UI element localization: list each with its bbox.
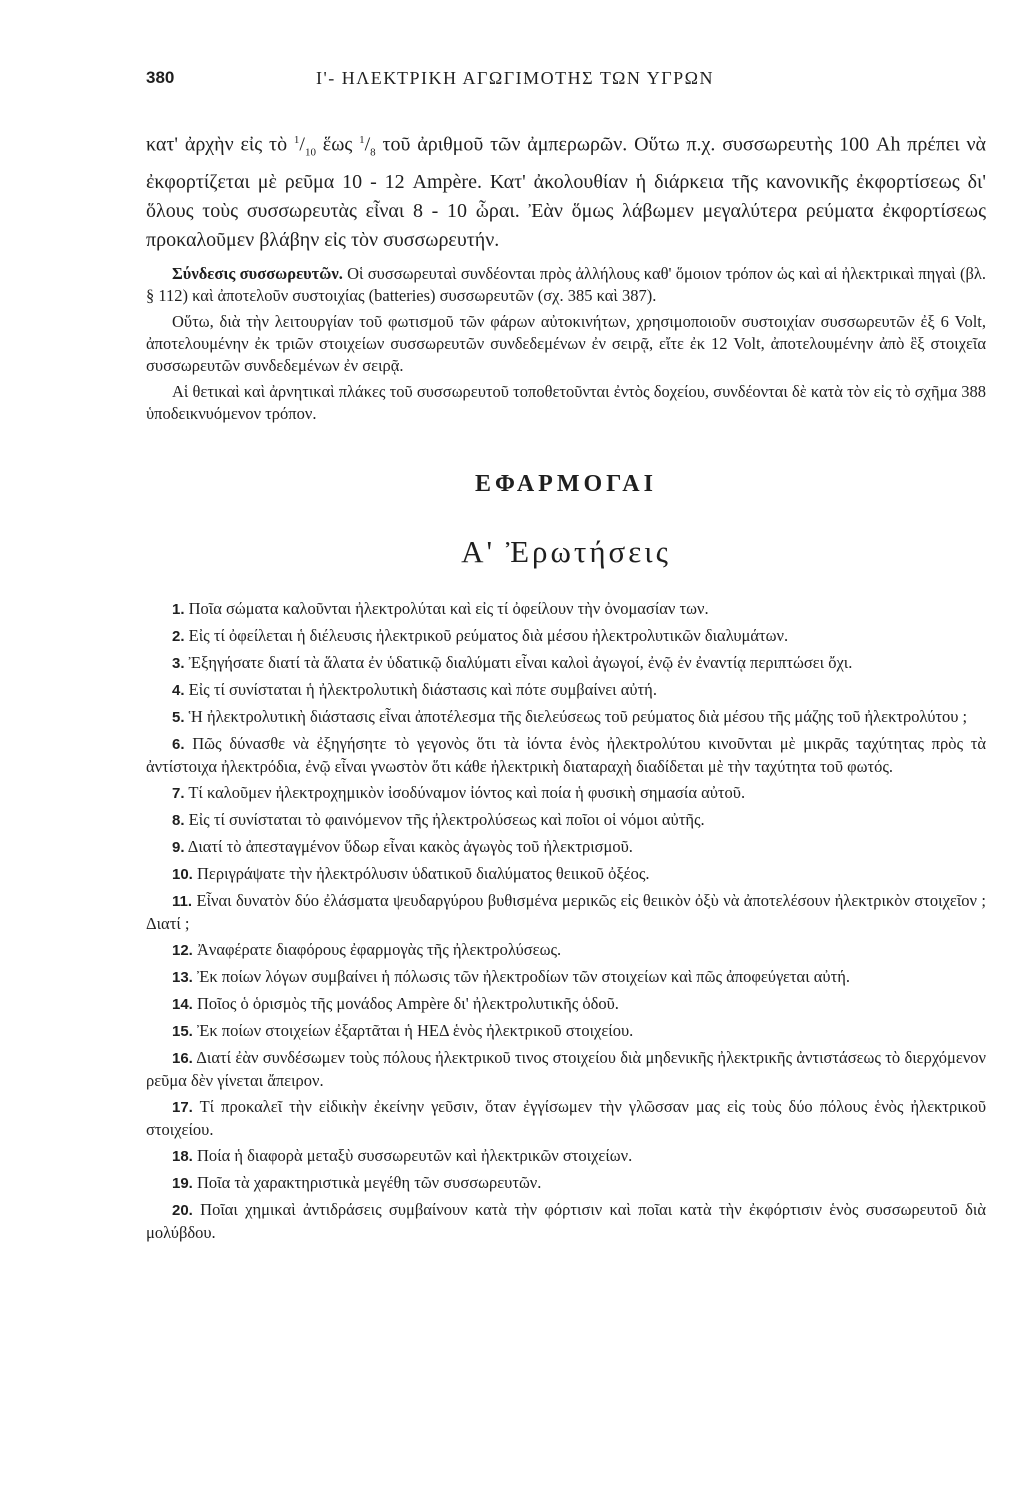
question-item [146, 652, 986, 675]
question-item [146, 939, 986, 962]
question-number: 17. [172, 1098, 193, 1116]
question-number: 7. [172, 784, 185, 802]
question-number: 6. [172, 735, 185, 753]
question-text: Εἰς τί συνίσταται τὸ φαινόμενον τῆς ἠλεκτρολύσεως καὶ ποῖοι οἱ νόμοι αὐτῆς. [188, 809, 705, 829]
question-text: Ἡ ἠλεκτρολυτικὴ διάστασις εἶναι ἀποτέλεσμα τῆς διελεύσεως τοῦ ρεύματος διὰ μέσου τῆς μάζης τοῦ ἠλεκτρολύτου ; [188, 706, 968, 726]
question-number: 12. [172, 941, 193, 959]
question-text: Ἀναφέρατε διαφόρους ἐφαρμογὰς τῆς ἠλεκτρολύσεως. [196, 939, 562, 959]
question-text: Διατί ἐὰν συνδέσωμεν τοὺς πόλους ἠλεκτρικοῦ τινος στοιχείου διὰ μηδενικῆς ἠλεκτρικῆς ἀντιστάσεως τὸ διερχόμενον ρεῦμα δὲν γίνεται ἄπειρον. [146, 1047, 986, 1090]
fraction-1-numerator: 1 [293, 134, 300, 146]
question-item [146, 1047, 986, 1092]
question-number: 11. [172, 892, 193, 910]
fraction-2-numerator: 1 [359, 134, 365, 146]
question-number: 14. [172, 995, 193, 1013]
question-number: 15. [172, 1022, 193, 1040]
intro-text-c: τοῦ ἀριθμοῦ τῶν ἀμπερωρῶν. Οὕτω π.χ. συσσωρευτὴς 100 Ah πρέπει νὰ ἐκφορτίζεται μὲ ρεῦμα 10 - 12 Ampère. Κατ' ἀκολουθίαν ἡ διάρκεια τῆς κανονικῆς ἐκφορτίσεως δι' ὅλους τοὺς συσσωρευτὰς εἶναι 8 - 10 ὧραι. Ἐὰν ὅμως λάβωμεν μεγαλύτερα ρεύματα ἐκφορτίσεως προκαλοῦμεν βλάβην εἰς τὸν συσσωρευτήν. [146, 133, 986, 251]
intro-paragraph-2 [146, 263, 986, 307]
fraction-2-denominator: 8 [370, 146, 376, 159]
question-number: 16. [172, 1049, 193, 1067]
question-item [146, 679, 986, 702]
section-title: ΕΦΑΡΜΟΓΑΙ [475, 470, 657, 497]
question-number: 10. [172, 865, 193, 883]
question-item [146, 993, 986, 1016]
page-body [146, 126, 986, 1248]
page-number: 380 [146, 68, 175, 87]
question-number: 8. [172, 811, 185, 829]
question-item [146, 863, 986, 886]
question-item [146, 809, 986, 832]
question-text: Εἰς τί συνίσταται ἡ ἠλεκτρολυτικὴ διάστασις καὶ πότε συμβαίνει αὐτή. [188, 679, 657, 699]
question-text: Ποῖα τὰ χαρακτηριστικὰ μεγέθη τῶν συσσωρευτῶν. [196, 1172, 542, 1192]
question-number: 4. [172, 681, 185, 699]
question-text: Εἶναι δυνατὸν δύο ἐλάσματα ψευδαργύρου βυθισμένα μερικῶς εἰς θειικὸν ὀξὺ νὰ ἀποτελέσουν ἠλεκτρικὸν στοιχεῖον ; Διατί ; [146, 890, 987, 933]
question-number: 9. [172, 838, 185, 856]
question-text: Εἰς τί ὀφείλεται ἡ διέλευσις ἠλεκτρικοῦ ρεύματος διὰ μέσου ἠλεκτρολυτικῶν διαλυμάτων. [188, 625, 789, 645]
question-item [146, 733, 986, 778]
question-number: 20. [172, 1201, 193, 1219]
question-text: Ποῖα σώματα καλοῦνται ἠλεκτρολύται καὶ εἰς τί ὀφείλουν τὴν ὀνομασίαν των. [188, 598, 709, 618]
question-text: Πῶς δύνασθε νὰ ἐξηγήσητε τὸ γεγονὸς ὅτι τὰ ἰόντα ἑνὸς ἠλεκτρολύτου κινοῦνται μὲ μικρᾶς ταχύτητας πρὸς τὰ ἀντίστοιχα ἠλεκτρόδια, ἐνῷ εἶναι γνωστὸν ὅτι κάθε ἠλεκτρικὴ διαταραχὴ διαδίδεται μὲ τὴν ταχύτητα τοῦ φωτός. [146, 733, 987, 776]
question-number: 2. [172, 627, 185, 645]
question-item [146, 1096, 986, 1141]
question-text: Τί καλοῦμεν ἠλεκτροχημικὸν ἰσοδύναμον ἰόντος καὶ ποία ἡ φυσικὴ σημασία αὐτοῦ. [188, 782, 746, 802]
question-text: Διατί τὸ ἀπεσταγμένον ὕδωρ εἶναι κακὸς ἀγωγὸς τοῦ ἠλεκτρισμοῦ. [187, 836, 633, 856]
question-text: Ἐκ ποίων λόγων συμβαίνει ἡ πόλωσις τῶν ἠλεκτροδίων τῶν στοιχείων καὶ πῶς ἀποφεύγεται αὐτή. [196, 966, 850, 986]
question-text: Ποῖαι χημικαὶ ἀντιδράσεις συμβαίνουν κατὰ τὴν φόρτισιν καὶ ποῖαι κατὰ τὴν ἐκφόρτισιν ἑνὸς συσσωρευτοῦ διὰ μολύβδου. [146, 1199, 986, 1242]
question-item [146, 1172, 986, 1195]
question-item [146, 966, 986, 989]
question-item [146, 598, 986, 621]
question-item [146, 625, 986, 648]
intro-paragraph-4: Αἱ θετικαὶ καὶ ἀρνητικαὶ πλάκες τοῦ συσσωρευτοῦ τοποθετοῦνται ἐντὸς δοχείου, συνδέονται δὲ κατὰ τὸν εἰς τὸ σχῆμα 388 ὑποδεικνυόμενον τρόπον. [146, 381, 986, 423]
run-in-heading: Σύνδεσις συσσωρευτῶν. [172, 263, 343, 283]
question-text: Ἐκ ποίων στοιχείων ἐξαρτᾶται ἡ ΗΕΔ ἑνὸς ἠλεκτρικοῦ στοιχείου. [196, 1020, 634, 1040]
page-header [146, 68, 986, 98]
fraction-1-denominator: 10 [304, 146, 316, 159]
question-text: Ποῖος ὁ ὁρισμὸς τῆς μονάδος Ampère δι' ἠλεκτρολυτικῆς ὁδοῦ. [196, 993, 619, 1013]
intro-paragraph-3: Οὕτω, διὰ τὴν λειτουργίαν τοῦ φωτισμοῦ τῶν φάρων αὐτοκινήτων, χρησιμοποιοῦν συστοιχίαν συσσωρευτῶν ἐξ 6 Volt, ἀποτελουμένην ἐκ τριῶν στοιχείων συσσωρευτῶν συνδεδεμένων ἐν σειρᾷ, εἴτε ἐκ 12 Volt, ἀποτελουμένην ἀπὸ ἓξ στοιχεῖα συσσωρευτῶν συνδεδεμένων ἐν σειρᾷ. [146, 311, 986, 375]
intro-text-a: κατ' ἀρχὴν εἰς τὸ [146, 133, 294, 156]
question-item [146, 706, 986, 729]
question-number: 13. [172, 968, 193, 986]
intro-paragraph-1: κατ' ἀρχὴν εἰς τὸ $^1/_{10}$ ἕως $^1/_8$ τοῦ ἀριθμοῦ τῶν ἀμπερωρῶν. Οὕτω π.χ. συσσωρευτὴς 100 Ah πρέπει νὰ ἐκφορτίζεται μὲ ρεῦμα 10 - 12 Ampère. Κατ' ἀκολουθίαν ἡ διάρκεια τῆς κανονικῆς ἐκφορτίσεως δι' ὅλους τοὺς συσσωρευτὰς εἶναι 8 - 10 ὧραι. Ἐὰν ὅμως λάβωμεν μεγαλύτερα ρεύματα ἐκφορτίσεως προκαλοῦμεν βλάβην εἰς τὸν συσσωρευτήν. [146, 133, 986, 251]
question-number: 18. [172, 1147, 193, 1165]
question-number: 5. [172, 708, 185, 726]
question-item [146, 1199, 986, 1244]
question-item [146, 890, 986, 935]
question-item [146, 782, 986, 805]
intro-paragraph-2-text: Οἱ συσσωρευταὶ συνδέονται πρὸς ἀλλήλους καθ' ὅμοιον τρόπον ὡς καὶ αἱ ἠλεκτρικαὶ πηγαὶ (βλ. § 112) καὶ ἀποτελοῦν συστοιχίας (batteries) συσσωρευτῶν (σχ. 385 καὶ 387). [146, 263, 986, 305]
question-text: Τί προκαλεῖ τὴν εἰδικὴν ἐκείνην γεῦσιν, ὅταν ἐγγίσωμεν τὴν γλῶσσαν μας εἰς τοὺς δύο πόλους ἑνὸς ἠλεκτρικοῦ στοιχείου. [146, 1096, 987, 1139]
question-number: 1. [172, 600, 185, 618]
question-item [146, 1145, 986, 1168]
question-item [146, 1020, 986, 1043]
question-text: Περιγράψατε τὴν ἠλεκτρόλυσιν ὑδατικοῦ διαλύματος θειικοῦ ὀξέος. [196, 863, 650, 883]
running-title: Ι'- ΗΛΕΚΤΡΙΚΗ ΑΓΩΓΙΜΟΤΗΣ ΤΩΝ ΥΓΡΩΝ [316, 68, 714, 88]
question-list [146, 598, 986, 1244]
question-number: 3. [172, 654, 185, 672]
intro-text-b: ἕως [315, 133, 360, 156]
question-number: 19. [172, 1174, 193, 1192]
question-text: Ποία ἡ διαφορὰ μεταξὺ συσσωρευτῶν καὶ ἠλεκτρικῶν στοιχείων. [196, 1145, 633, 1165]
subsection-title: Α' Ἐρωτήσεις [461, 533, 671, 569]
question-text: Ἐξηγήσατε διατί τὰ ἅλατα ἐν ὑδατικῷ διαλύματι εἶναι καλοὶ ἀγωγοί, ἐνῷ ἐν ἐναντίᾳ περιπτώσει ὄχι. [188, 652, 853, 672]
question-item [146, 836, 986, 859]
